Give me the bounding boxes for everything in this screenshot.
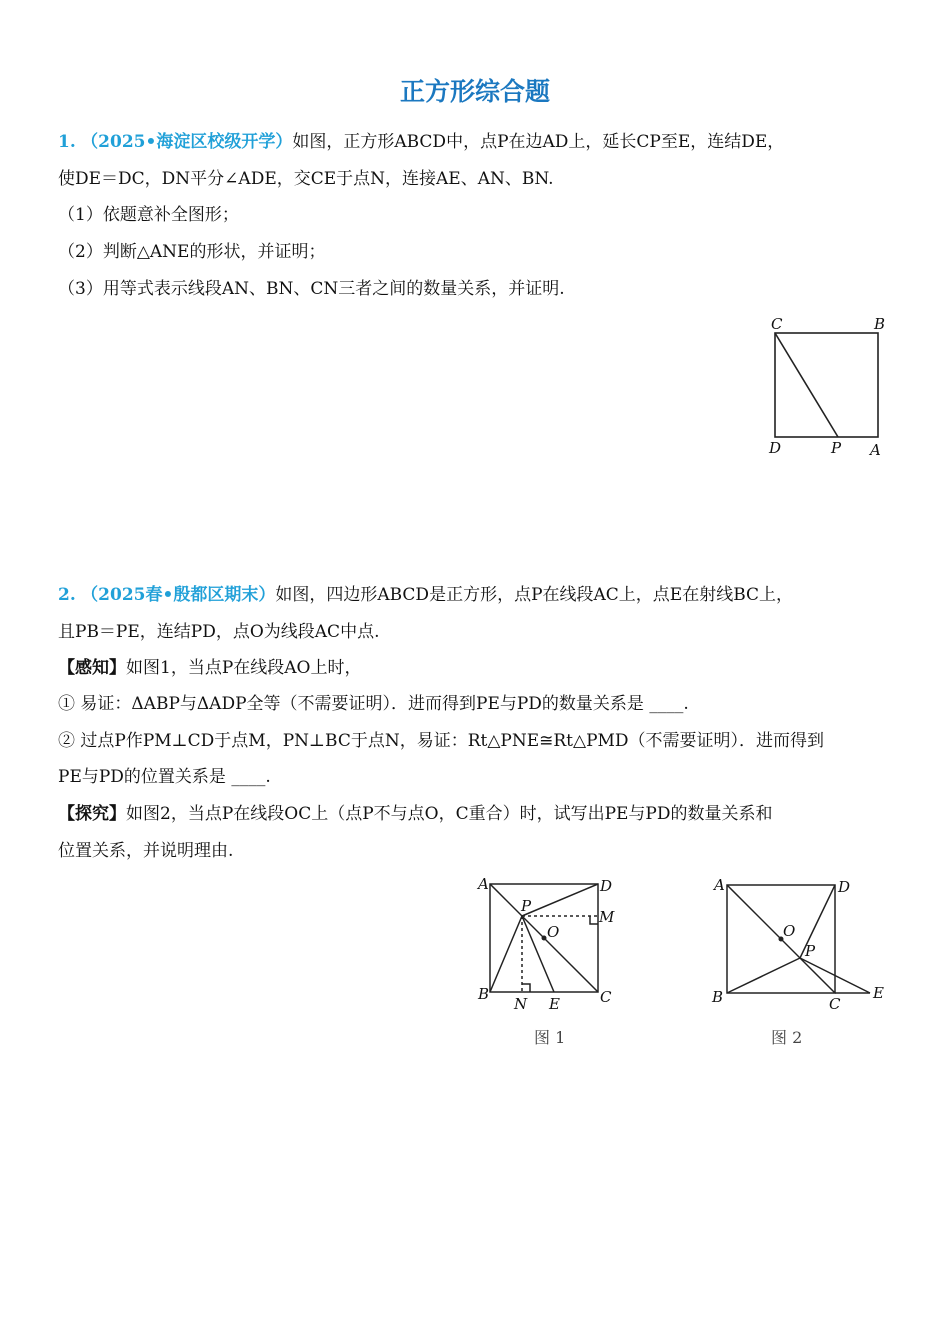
fig1-label-m: M xyxy=(599,908,615,926)
q1-text-2: 使DE＝DC，DN平分∠ADE，交CE于点N，连接AE、AN、BN. xyxy=(58,169,554,189)
fig1-right-angle-n xyxy=(522,984,530,992)
q2-perceive xyxy=(58,656,361,680)
q2-figure-1 xyxy=(470,868,630,1058)
q1-part-1: （1）依题意补全图形； xyxy=(58,205,239,225)
q1-label-c: C xyxy=(771,315,783,333)
fig1-label-e: E xyxy=(549,995,560,1013)
fig2-label-b: B xyxy=(712,988,724,1006)
q1-segment-cp xyxy=(775,333,838,437)
q2-line1 xyxy=(58,583,793,607)
fig2-segment-pb xyxy=(727,958,800,993)
fig2-label-c: C xyxy=(829,995,841,1013)
q2-perceive-text: 如图1，当点P在线段AO上时， xyxy=(126,658,362,678)
q1-text-1: 如图，正方形ABCD中，点P在边AD上，延长CP至E，连结DE， xyxy=(292,132,785,152)
fig2-label-a: A xyxy=(714,876,725,894)
q2-item-2a: ② 过点P作PM⊥CD于点M，PN⊥BC于点N，易证：Rt△PNE≅Rt△PMD（不需要证明）．进而得到 xyxy=(58,731,825,751)
q1-square xyxy=(775,333,878,437)
fig1-segment-pd xyxy=(522,884,598,916)
fig1-label-b: B xyxy=(478,985,490,1003)
fig2-label-o: O xyxy=(783,922,796,940)
q2-explore xyxy=(58,802,773,826)
q2-text-2: 且PB＝PE，连结PD，点O为线段AC中点. xyxy=(58,622,380,642)
q2-explore-text-2: 位置关系，并说明理由. xyxy=(58,841,234,861)
page-title: 正方形综合题 xyxy=(399,77,550,106)
fig1-label-p: P xyxy=(521,897,532,915)
q2-number: 2. xyxy=(58,585,76,605)
fig2-label-d: D xyxy=(838,878,851,896)
q2-source: （2025春•殷都区期末） xyxy=(81,585,276,605)
q1-label-p: P xyxy=(831,439,842,457)
q1-label-a: A xyxy=(870,441,881,459)
fig1-label-c: C xyxy=(600,988,612,1006)
fig1-caption: 图 1 xyxy=(534,1028,566,1047)
q2-explore-text-1: 如图2，当点P在线段OC上（点P不与点O，C重合）时，试写出PE与PD的数量关系和 xyxy=(126,804,773,824)
fig1-label-n: N xyxy=(514,995,528,1013)
fig1-right-angle-m xyxy=(590,916,598,924)
q2-explore-tag: 【探究】 xyxy=(58,804,126,824)
q1-figure xyxy=(760,310,900,460)
q2-item-1: ① 易证：ΔABP与ΔADP全等（不需要证明）．进而得到PE与PD的数量关系是 ____. xyxy=(58,694,689,714)
fig2-label-p: P xyxy=(805,942,816,960)
fig1-label-a: A xyxy=(478,875,489,893)
q1-source: （2025•海淀区校级开学） xyxy=(81,132,293,152)
fig1-label-d: D xyxy=(600,877,613,895)
q1-part-3: （3）用等式表示线段AN、BN、CN三者之间的数量关系，并证明. xyxy=(58,279,565,299)
fig1-segment-pb xyxy=(490,916,522,992)
q2-figure-2 xyxy=(705,868,905,1058)
fig2-label-e: E xyxy=(873,984,884,1002)
fig1-point-o xyxy=(542,936,547,941)
q2-item-2b: PE与PD的位置关系是 ____. xyxy=(58,767,271,787)
q2-text-1: 如图，四边形ABCD是正方形，点P在线段AC上，点E在射线BC上， xyxy=(275,585,794,605)
q2-perceive-tag: 【感知】 xyxy=(58,658,126,678)
q1-label-b: B xyxy=(874,315,886,333)
q1-label-d: D xyxy=(769,439,782,457)
q1-number: 1. xyxy=(58,132,76,152)
q1-line1 xyxy=(58,130,784,154)
fig2-caption: 图 2 xyxy=(771,1028,803,1047)
q1-part-2: （2）判断△ANE的形状，并证明； xyxy=(58,242,326,262)
fig1-label-o: O xyxy=(547,923,560,941)
